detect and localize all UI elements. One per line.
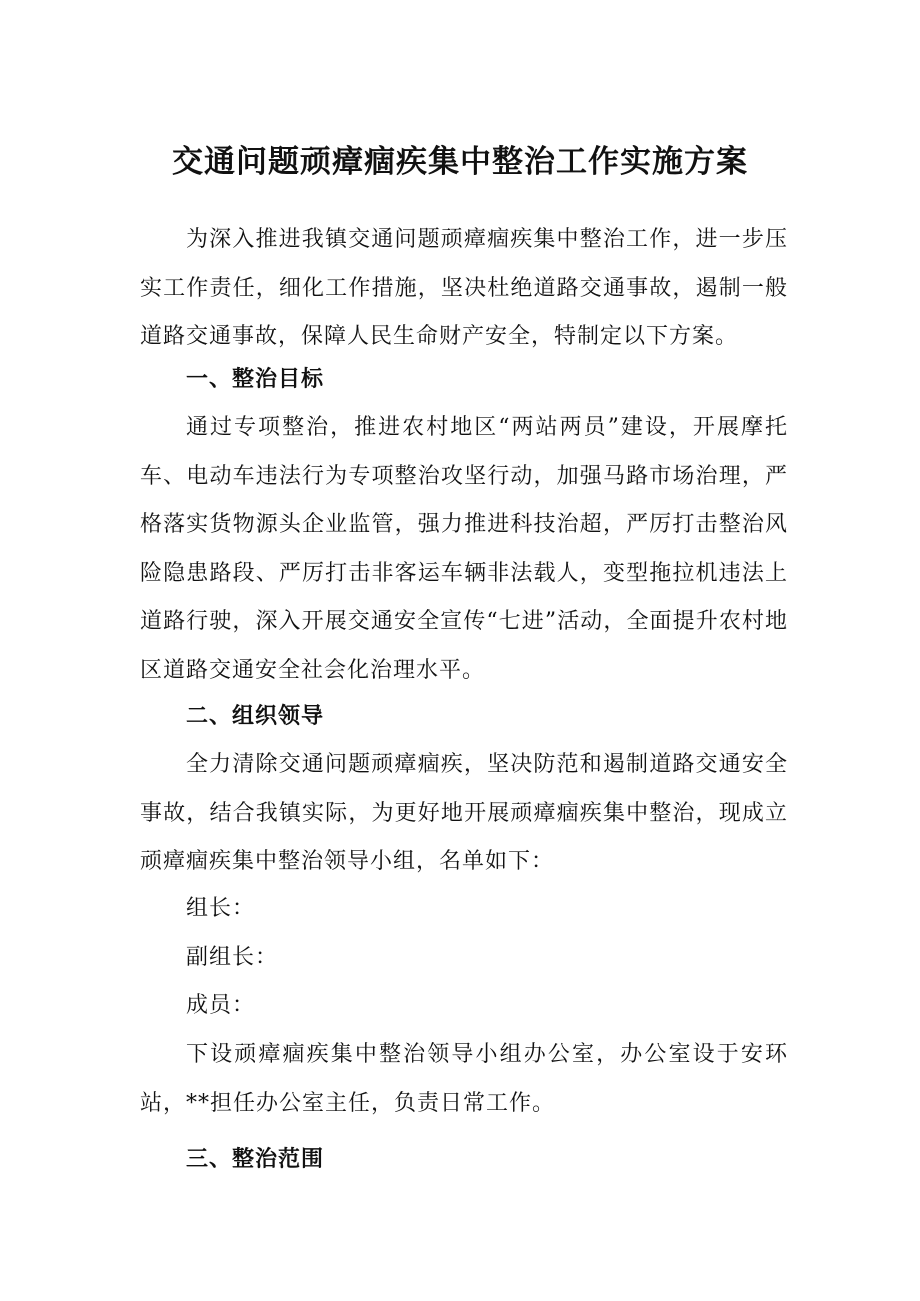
members-line: 成员：	[186, 993, 256, 1018]
intro-paragraph: 为深入推进我镇交通问题顽瘴痼疾集中整治工作，进一步压实工作责任，细化工作措施，坚决杜绝道路交通事故，遏制一般道路交通事故，保障人民生命财产安全，特制定以下方案。	[140, 227, 788, 349]
leader-line: 组长：	[186, 896, 256, 921]
section-2-paragraph: 全力清除交通问题顽瘴痼疾，坚决防范和遏制道路交通安全事故，结合我镇实际，为更好地开展顽瘴痼疾集中整治，现成立顽瘴痼疾集中整治领导小组，名单如下：	[140, 752, 788, 874]
section-1-heading: 一、整治目标	[186, 367, 325, 392]
document-title: 交通问题顽瘴痼疾集中整治工作实施方案	[172, 144, 748, 180]
deputy-leader-line: 副组长：	[186, 945, 279, 970]
section-1-paragraph: 通过专项整治，推进农村地区“两站两员”建设，开展摩托车、电动车违法行为专项整治攻坚行动，加强马路市场治理，严格落实货物源头企业监管，强力推进科技治超，严厉打击整治风险隐患路段、严厉打击非客运车辆非法载人，变型拖拉机违法上道路行驶，深入开展交通安全宣传“七进”活动，全面提升农村地区道路交通安全社会化治理水平。	[140, 415, 788, 683]
section-2-heading: 二、组织领导	[186, 704, 325, 729]
office-paragraph: 下设顽瘴痼疾集中整治领导小组办公室，办公室设于安环站，**担任办公室主任，负责日常工作。	[140, 1042, 788, 1116]
section-3-heading: 三、整治范围	[186, 1147, 325, 1172]
